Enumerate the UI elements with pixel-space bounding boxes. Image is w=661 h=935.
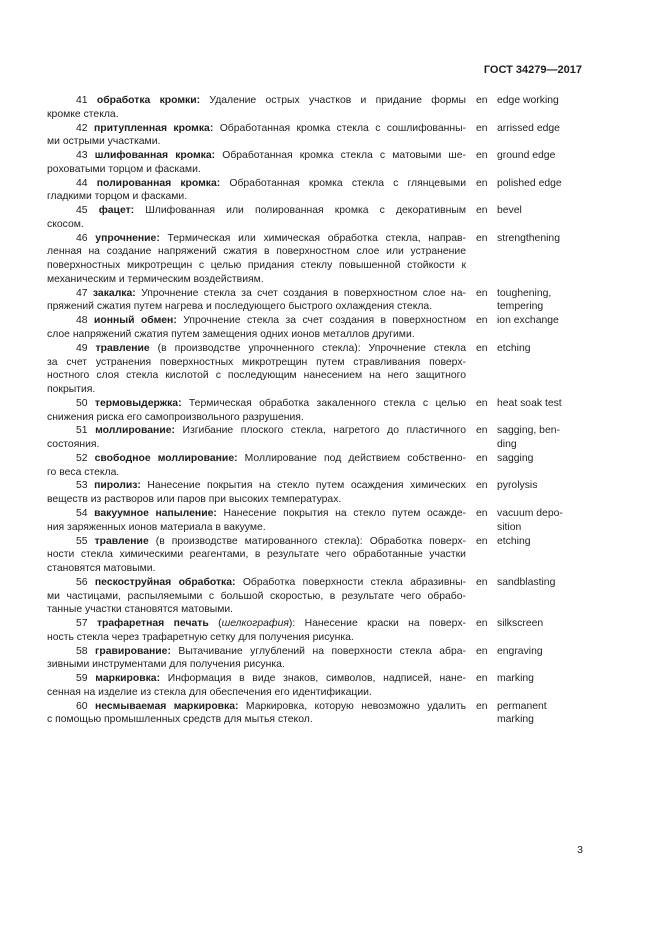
- document-code-header: ГОСТ 34279—2017: [483, 64, 582, 76]
- term-name: трафаретная печать: [96, 618, 209, 630]
- term-entry: [47, 149, 647, 177]
- definition-line: ми острыми участками.: [47, 136, 161, 148]
- language-code: en: [476, 315, 488, 327]
- english-equivalent-line: tempering: [497, 301, 544, 313]
- english-equivalent-line: strengthening: [497, 232, 560, 244]
- term-name: несмываемая маркировка:: [94, 700, 239, 712]
- english-equivalent: [497, 452, 587, 466]
- definition-line: [47, 397, 466, 411]
- term-number: 54: [76, 507, 88, 519]
- language-code: en: [476, 673, 488, 685]
- term-number: 41: [76, 95, 88, 106]
- term-definition: [47, 507, 466, 535]
- definition-line: поверхностных микротрещин с целью придания стеклу повышенной стойкости к: [47, 260, 466, 272]
- english-equivalent-line: ion exchange: [497, 315, 559, 327]
- term-name: маркировка:: [95, 673, 161, 685]
- term-definition: [47, 535, 466, 576]
- definition-line: ность стекла через трафаретную сетку для получения рисунка.: [47, 631, 354, 643]
- language-code: en: [476, 618, 488, 630]
- term-number: 48: [76, 315, 88, 327]
- term-name: ионный обмен:: [93, 315, 177, 327]
- term-definition: [47, 645, 466, 673]
- english-equivalent-line: vacuum depo-: [497, 507, 563, 519]
- term-entry: [47, 94, 647, 122]
- definition-text: Обработка поверхности стекла абразивны-: [242, 576, 467, 588]
- language-code: en: [476, 452, 488, 464]
- english-equivalent-line: etching: [497, 342, 531, 354]
- definition-line: [47, 479, 466, 493]
- term-definition: [47, 94, 466, 122]
- definition-text: Вытачивание углублений на поверхности стекла абра-: [178, 645, 467, 657]
- term-entry: [47, 645, 647, 673]
- definition-line: состояния.: [47, 439, 100, 451]
- definition-line: ности стекла химическими реагентами, в результате чего обработанные участки: [47, 549, 466, 561]
- definition-line: [47, 204, 466, 218]
- language-code: en: [476, 645, 488, 657]
- definition-line: го веса стекла.: [47, 466, 120, 478]
- definition-text: Обработанная кромка стекла с глянцевыми: [229, 177, 466, 189]
- term-definition: [47, 287, 466, 315]
- definition-line: снижения риска его самопроизвольного разрушения.: [47, 411, 304, 423]
- english-equivalent: [497, 149, 587, 163]
- definition-line: [47, 507, 466, 521]
- definition-line: скосом.: [47, 218, 84, 230]
- definition-text: Изгибание плоского стекла, нагретого до пластичного: [182, 425, 467, 437]
- definition-text: (в производстве матированного стекла): Обработка поверх-: [155, 535, 467, 547]
- definition-line: покрытия.: [47, 384, 96, 396]
- term-name: закалка:: [92, 287, 136, 299]
- english-equivalent: [497, 232, 587, 246]
- term-entry: [47, 177, 647, 205]
- english-equivalent: [497, 397, 587, 411]
- term-entry: [47, 700, 647, 728]
- definition-line: веществ из растворов или паров при высоких температурах.: [47, 494, 342, 506]
- term-definition: [47, 479, 466, 507]
- definition-line: танные участки становятся матовыми.: [47, 604, 234, 616]
- definition-text: Упрочнение стекла за счет создания в поверхностном: [183, 315, 466, 327]
- definition-line: ми частицами, распыляемыми с большой скоростью, в результате чего обрабо-: [47, 590, 466, 602]
- term-number: 52: [76, 452, 88, 464]
- english-equivalent-line: heat soak test: [497, 397, 562, 409]
- definition-line: [47, 232, 466, 246]
- term-entry: [47, 232, 647, 287]
- definition-line: [47, 700, 466, 714]
- english-equivalent-line: marking: [497, 673, 534, 685]
- language-code: en: [476, 480, 488, 492]
- english-equivalent: [497, 672, 587, 686]
- english-equivalent-line: sandblasting: [497, 576, 556, 588]
- term-name: шлифованная кромка:: [94, 150, 216, 162]
- definition-text: Обработанная кромка стекла с сошлифованны-: [219, 122, 466, 134]
- term-number: 46: [76, 232, 88, 244]
- term-name: травление: [94, 535, 149, 547]
- term-definition: [47, 700, 466, 728]
- definition-line: [47, 672, 466, 686]
- term-name: притупленная кромка:: [93, 122, 214, 134]
- definition-line: [47, 342, 466, 356]
- english-equivalent-line: toughening,: [497, 287, 552, 299]
- english-equivalent: [497, 287, 587, 315]
- definition-line: [47, 177, 466, 191]
- term-definition: [47, 617, 466, 645]
- english-equivalent-line: etching: [497, 535, 531, 547]
- definition-line: [47, 314, 466, 328]
- definition-line: слое напряжений сжатия путем замещения одних ионов металлов другими.: [47, 329, 415, 341]
- term-number: 53: [76, 480, 88, 492]
- term-name: гравирование:: [95, 645, 171, 657]
- term-synonym: шелкография: [221, 618, 289, 630]
- term-entry: [47, 397, 647, 425]
- definition-text: Шлифованная или полированная кромка с декоративным: [145, 205, 467, 217]
- english-equivalent: [497, 94, 587, 108]
- definition-text: Упрочнение стекла за счет создания в поверхностном слое на-: [141, 287, 467, 299]
- english-equivalent-line: permanent: [497, 700, 547, 712]
- term-number: 55: [76, 535, 88, 547]
- english-equivalent-line: sagging: [497, 452, 534, 464]
- language-code: en: [476, 507, 488, 519]
- term-entry: [47, 479, 647, 507]
- term-number: 60: [76, 700, 88, 712]
- term-number: 56: [76, 576, 88, 588]
- term-number: 57: [76, 618, 88, 630]
- term-definition: [47, 672, 466, 700]
- definition-line: [47, 535, 466, 549]
- term-name: полированная кромка:: [96, 177, 221, 189]
- english-equivalent: [497, 645, 587, 659]
- definition-line: [47, 149, 466, 163]
- definition-text: Маркировка, которую невозможно удалить: [245, 700, 466, 712]
- language-code: en: [476, 150, 488, 162]
- english-equivalent-line: edge working: [497, 95, 559, 106]
- language-code: en: [476, 232, 488, 244]
- term-number: 50: [76, 397, 88, 409]
- english-equivalent: [497, 314, 587, 328]
- definition-line: гладкими торцом и фасками.: [47, 191, 188, 203]
- term-number: 51: [76, 425, 88, 437]
- term-entry: [47, 424, 647, 452]
- definition-text: Обработанная кромка стекла с матовыми ше-: [222, 150, 467, 162]
- english-equivalent-line: pyrolysis: [497, 480, 538, 492]
- definition-line: [47, 576, 466, 590]
- english-equivalent-line: sagging, ben-: [497, 425, 560, 437]
- term-number: 58: [76, 645, 88, 657]
- definition-text: Нанесение покрытия на стекло путем осажде-: [223, 507, 466, 519]
- english-equivalent-line: ding: [497, 439, 517, 451]
- term-name: вакуумное напыление:: [94, 507, 217, 519]
- term-name: фацет:: [98, 205, 135, 217]
- english-equivalent: [497, 507, 587, 535]
- definition-line: сенная на изделие из стекла для обеспечения его идентификации.: [47, 686, 372, 698]
- term-number: 47: [76, 287, 88, 299]
- term-entry: [47, 672, 647, 700]
- definition-line: [47, 424, 466, 438]
- term-qualifier: (: [218, 618, 222, 630]
- term-entry: [47, 314, 647, 342]
- term-entry: [47, 342, 647, 397]
- definition-text: Термическая обработка закаленного стекла с целью: [188, 397, 467, 409]
- term-definition: [47, 149, 466, 177]
- term-entry: [47, 452, 647, 480]
- definition-line: [47, 94, 466, 108]
- definition-line: пряжений сжатия путем нагрева и последующего быстрого охлаждения стекла.: [47, 301, 433, 313]
- language-code: en: [476, 122, 488, 134]
- definition-line: с помощью промышленных средств для мытья стекол.: [47, 714, 313, 726]
- definition-text: ): Нанесение краски на поверх-: [288, 618, 467, 630]
- term-number: 59: [76, 673, 88, 685]
- term-name: термовыдержка:: [94, 397, 182, 409]
- language-code: en: [476, 287, 488, 299]
- term-entry: [47, 204, 647, 232]
- term-number: 42: [76, 122, 88, 134]
- language-code: en: [476, 535, 488, 547]
- term-name: моллирование:: [95, 425, 175, 437]
- language-code: en: [476, 177, 488, 189]
- english-equivalent: [497, 535, 587, 549]
- english-equivalent-line: bevel: [497, 205, 522, 217]
- english-equivalent: [497, 700, 587, 728]
- term-name: свободное моллирование:: [94, 452, 238, 464]
- language-code: en: [476, 397, 488, 409]
- term-definition: [47, 314, 466, 342]
- term-number: 44: [76, 177, 88, 189]
- english-equivalent-line: arrissed edge: [497, 122, 560, 134]
- term-name: пиролиз:: [94, 480, 141, 492]
- term-number: 43: [76, 150, 88, 162]
- definition-line: зивными инструментами для получения рисунка.: [47, 659, 285, 671]
- term-name: пескоструйная обработка:: [94, 576, 236, 588]
- term-definition: [47, 122, 466, 150]
- term-entry: [47, 535, 647, 576]
- definition-text: (в производстве упрочненного стекла): Упрочнение стекла: [157, 342, 466, 354]
- definition-line: роховатыми торцом и фасками.: [47, 163, 201, 175]
- definition-text: Удаление острых участков и придание формы: [209, 95, 467, 106]
- language-code: en: [476, 700, 488, 712]
- term-definition: [47, 204, 466, 232]
- term-entry: [47, 576, 647, 617]
- language-code: en: [476, 342, 488, 354]
- term-name: обработка кромки:: [96, 95, 201, 106]
- term-list: [47, 94, 647, 727]
- language-code: en: [476, 205, 488, 217]
- english-equivalent: [497, 342, 587, 356]
- definition-line: ностного слоя стекла кислотой с последующим нанесением на него защитного: [47, 370, 466, 382]
- term-number: 45: [76, 205, 88, 217]
- term-name: травление: [95, 342, 150, 354]
- term-definition: [47, 342, 466, 397]
- term-entry: [47, 507, 647, 535]
- page-number: 3: [577, 844, 583, 856]
- definition-text: Термическая или химическая обработка стекла, направ-: [167, 232, 466, 244]
- definition-line: [47, 617, 466, 631]
- english-equivalent: [497, 576, 587, 590]
- term-definition: [47, 177, 466, 205]
- term-definition: [47, 452, 466, 480]
- definition-line: [47, 122, 466, 136]
- definition-line: [47, 645, 466, 659]
- english-equivalent-line: ground edge: [497, 150, 556, 162]
- definition-text: Нанесение покрытия на стекло путем осаждения химических: [147, 480, 466, 492]
- definition-line: становятся матовыми.: [47, 563, 156, 575]
- english-equivalent-line: polished edge: [497, 177, 562, 189]
- english-equivalent: [497, 122, 587, 136]
- term-definition: [47, 424, 466, 452]
- definition-line: [47, 287, 466, 301]
- english-equivalent-line: silkscreen: [497, 618, 544, 630]
- term-definition: [47, 397, 466, 425]
- term-definition: [47, 576, 466, 617]
- definition-line: ния заряженных ионов материала в вакууме.: [47, 521, 266, 533]
- term-definition: [47, 232, 466, 287]
- language-code: en: [476, 95, 488, 106]
- definition-line: механическим и термическим воздействиям.: [47, 273, 264, 285]
- english-equivalent: [497, 617, 587, 631]
- term-entry: [47, 287, 647, 315]
- term-entry: [47, 122, 647, 150]
- definition-text: Моллирование под действием собственно-: [244, 452, 467, 464]
- english-equivalent: [497, 177, 587, 191]
- language-code: en: [476, 576, 488, 588]
- term-entry: [47, 617, 647, 645]
- english-equivalent: [497, 204, 587, 218]
- english-equivalent-line: marking: [497, 714, 534, 726]
- definition-line: кромке стекла.: [47, 108, 119, 120]
- definition-line: [47, 452, 466, 466]
- definition-line: ленная на создание напряжений сжатия в поверхностном слое или устранение: [47, 246, 466, 258]
- term-number: 49: [76, 342, 88, 354]
- english-equivalent-line: engraving: [497, 645, 543, 657]
- language-code: en: [476, 425, 488, 437]
- english-equivalent: [497, 479, 587, 493]
- english-equivalent-line: sition: [497, 521, 522, 533]
- definition-text: Информация в виде знаков, символов, надписей, нане-: [167, 673, 467, 685]
- english-equivalent: [497, 424, 587, 452]
- term-name: упрочнение:: [95, 232, 160, 244]
- definition-line: за счет устранения поверхностных микротрещин путем стравливания поверх-: [47, 356, 466, 368]
